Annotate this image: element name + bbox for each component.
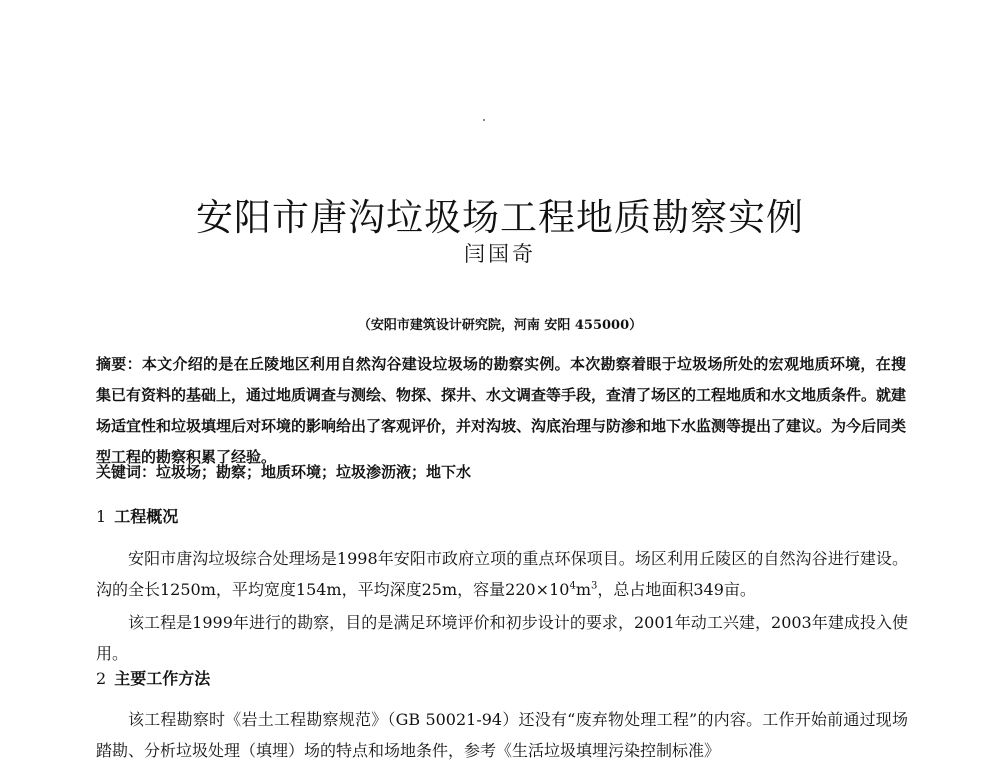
paper-title: 安阳市唐沟垃圾场工程地质勘察实例	[196, 195, 804, 239]
keywords	[96, 460, 906, 484]
abstract-label: 摘要：	[96, 355, 142, 373]
keywords-text: 垃圾场；勘察；地质环境；垃圾渗沥液；地下水	[156, 463, 472, 481]
section-number: 2	[96, 669, 107, 688]
section-heading	[96, 667, 210, 691]
superscript: 4	[569, 580, 576, 592]
section-title: 工程概况	[114, 507, 179, 526]
scan-speck	[483, 119, 485, 121]
abstract	[96, 349, 906, 473]
section-heading	[96, 505, 178, 529]
body-paragraph	[96, 543, 908, 605]
superscript: 3	[591, 580, 598, 592]
paragraph-text: 安阳市唐沟垃圾综合处理场是1998年安阳市政府立项的重点环保项目。场区利用丘陵区的自然沟谷进行建设。沟的全长1250m，平均宽度154m，平均深度25m，容量220×10	[96, 549, 908, 599]
affiliation: （安阳市建筑设计研究院，河南 安阳 455000）	[357, 318, 643, 333]
abstract-text: 本文介绍的是在丘陵地区利用自然沟谷建设垃圾场的勘察实例。本次勘察着眼于垃圾场所处的宏观地质环境，在搜集已有资料的基础上，通过地质调查与测绘、物探、探井、水文调查等手段，查清了场区的工程地质和水文地质条件。就建场适宜性和垃圾填埋后对环境的影响给出了客观评价，并对沟坡、沟底治理与防渗和地下水监测等提出了建议。为今后同类型工程的勘察积累了经验。	[96, 355, 907, 466]
section-number: 1	[96, 507, 107, 526]
body-paragraph: 该工程是1999年进行的勘察，目的是满足环境评价和初步设计的要求，2001年动工兴建，2003年建成投入使用。	[96, 613, 908, 663]
keywords-label: 关键词：	[96, 463, 157, 481]
author-name: 闫国奇	[464, 242, 536, 266]
paragraph-text: ，总占地面积349亩。	[597, 580, 756, 599]
paragraph-text: m	[575, 580, 591, 599]
section-title: 主要工作方法	[114, 669, 211, 688]
body-paragraph: 该工程勘察时《岩土工程勘察规范》（GB 50021-94）还没有“废弃物处理工程”的内容。工作开始前通过现场踏勘、分析垃圾处理（填埋）场的特点和场地条件，参考《生活垃圾填埋污染控制标准》	[96, 710, 908, 760]
